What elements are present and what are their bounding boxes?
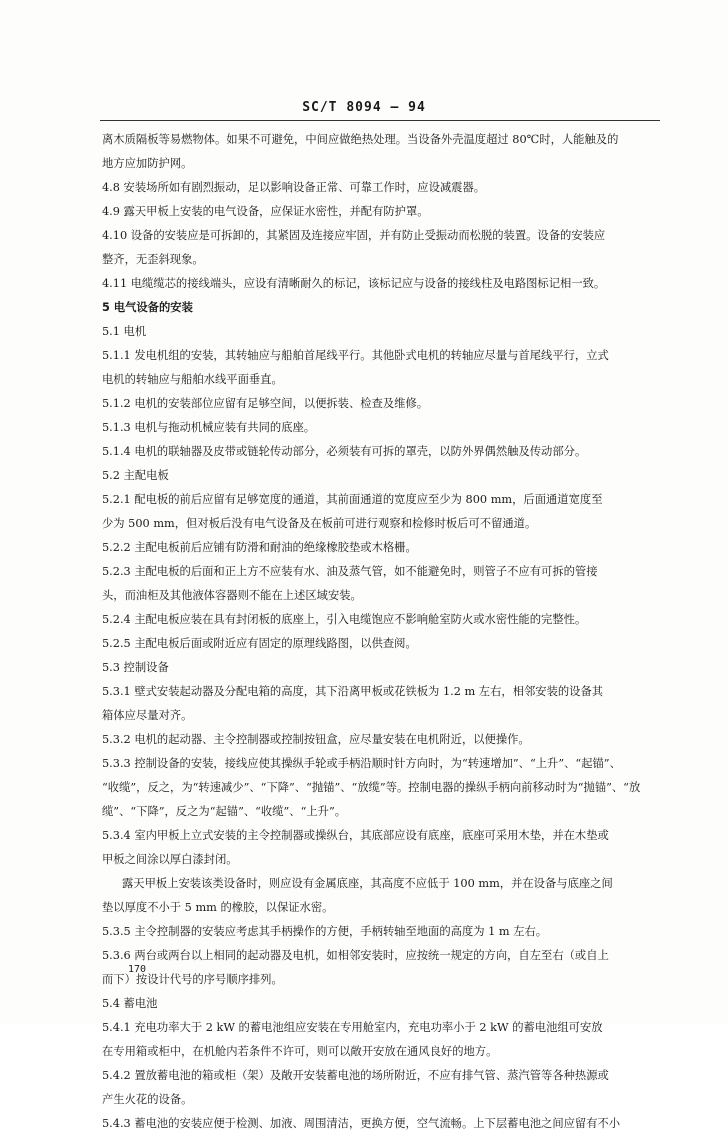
text-line: 4.9 露天甲板上安装的电气设备，应保证水密性，并配有防护罩。	[102, 205, 429, 218]
text-line: 5.3 控制设备	[102, 661, 169, 674]
text-line: 5.3.3 控制设备的安装，接线应使其操纵手轮或手柄沿顺时针方向时，为“转速增加”、“上升”、“起锚”、	[102, 757, 621, 770]
text-line: 而下）按设计代号的序号顺序排列。	[102, 973, 283, 986]
text-line: 地方应加防护网。	[102, 157, 193, 170]
text-line: 垫以厚度不小于 5 mm 的橡胶，以保证水密。	[102, 901, 334, 914]
text-line: 产生火花的设备。	[102, 1093, 193, 1106]
text-line: 少为 500 mm，但对板后没有电气设备及在板前可进行观察和检修时板后可不留通道。	[102, 517, 537, 530]
text-line: 5.3.5 主令控制器的安装应考虑其手柄操作的方便，手柄转轴至地面的高度为 1 m 左右。	[102, 925, 548, 938]
text-line: 露天甲板上安装该类设备时，则应设有金属底座，其高度不应低于 100 mm，并在设备与底座之间	[122, 877, 613, 890]
text-line: 箱体应尽量对齐。	[102, 709, 193, 722]
section-heading: 5 电气设备的安装	[102, 301, 193, 314]
text-line: 5.4 蓄电池	[102, 997, 158, 1010]
text-line: 5.3.2 电机的起动器、主令控制器或控制按钮盒，应尽量安装在电机附近，以便操作。	[102, 733, 530, 746]
text-line: 5.1.1 发电机组的安装，其转轴应与船舶首尾线平行。其他卧式电机的转轴应尽量与首尾线平行，立式	[102, 349, 609, 362]
text-line: 5.1.4 电机的联轴器及皮带或链轮传动部分，必须装有可拆的罩壳，以防外界偶然触及传动部分。	[102, 445, 587, 458]
text-line: 甲板之间涂以厚白漆封闭。	[102, 853, 238, 866]
text-line: 5.2.1 配电板的前后应留有足够宽度的通道，其前面通道的宽度应至少为 800 mm，后面通道宽度至	[102, 493, 603, 506]
text-line: 整齐，无歪斜现象。	[102, 253, 204, 266]
text-line: 在专用箱或柜中，在机舱内若条件不许可，则可以敞开安放在通风良好的地方。	[102, 1045, 498, 1058]
text-line: 5.2.3 主配电板的后面和正上方不应装有水、油及蒸气管，如不能避免时，则管子不应有可拆的管接	[102, 565, 598, 578]
text-line: 5.3.4 室内甲板上立式安装的主令控制器或操纵台，其底部应设有底座，底座可采用木垫，并在木垫或	[102, 829, 609, 842]
text-line: 5.2.2 主配电板前后应铺有防滑和耐油的绝缘橡胶垫或木格栅。	[102, 541, 417, 554]
text-line: 5.1.3 电机与拖动机械应装有共同的底座。	[102, 421, 316, 434]
document-body	[102, 128, 658, 1136]
text-line: 5.4.2 置放蓄电池的箱或柜（架）及敞开安装蓄电池的场所附近，不应有排气管、蒸汽管等各种热源或	[102, 1069, 609, 1082]
text-line: 5.2.5 主配电板后面或附近应有固定的原理线路图，以供查阅。	[102, 637, 417, 650]
text-line: 离木质隔板等易燃物体。如果不可避免，中间应做绝热处理。当设备外壳温度超过 80℃时，人能触及的	[102, 133, 619, 146]
text-line: 5.3.6 两台或两台以上相同的起动器及电机，如相邻安装时，应按统一规定的方向，自左至右（或自上	[102, 949, 609, 962]
text-line: “收缆”，反之，为“转速减少”、“下降”、“抛锚”、“放缆”等。控制电器的操纵手柄向前移动时为“抛锚”、“放	[102, 781, 641, 794]
text-line: 5.1 电机	[102, 325, 147, 338]
text-line: 5.3.1 壁式安装起动器及分配电箱的高度，其下沿离甲板或花铁板为 1.2 m 左右，相邻安装的设备其	[102, 685, 604, 698]
text-line: 5.4.3 蓄电池的安装应便于检测、加液、周围清洁，更换方便，空气流畅。上下层蓄电池之间应留有不小	[102, 1117, 621, 1130]
text-line: 4.10 设备的安装应是可拆卸的，其紧固及连接应牢固，并有防止受振动而松脱的装置。设备的安装应	[102, 229, 606, 242]
text-line: 5.2.4 主配电板应装在具有封闭板的底座上，引入电缆饱应不影响舱室防火或水密性能的完整性。	[102, 613, 587, 626]
text-line: 5.4.1 充电功率大于 2 kW 的蓄电池组应安装在专用舱室内，充电功率小于 2 kW 的蓄电池组可安放	[102, 1021, 603, 1034]
page-number: 170	[128, 964, 147, 975]
text-line: 头，而油柜及其他液体容器则不能在上述区域安装。	[102, 589, 362, 602]
text-line: 缆”、“下降”，反之为“起锚”、“收缆”、“上升”。	[102, 805, 347, 818]
text-line: 电机的转轴应与船舶水线平面垂直。	[102, 373, 283, 386]
text-line: 4.8 安装场所如有剧烈振动，足以影响设备正常、可靠工作时，应设减震器。	[102, 181, 486, 194]
standard-code-header: SC/T 8094 — 94	[302, 100, 426, 115]
text-line: 4.11 电缆缆芯的接线端头，应设有清晰耐久的标记，该标记应与设备的接线柱及电路图标记相一致。	[102, 277, 606, 290]
header-rule	[100, 120, 660, 121]
text-line: 5.1.2 电机的安装部位应留有足够空间，以便拆装、检查及维修。	[102, 397, 429, 410]
text-line: 5.2 主配电板	[102, 469, 169, 482]
